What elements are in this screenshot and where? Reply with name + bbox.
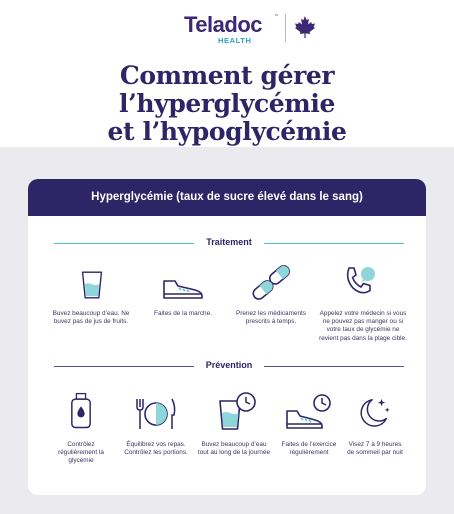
prevention-caption-water: Buvez beaucoup d’eau tout au long de la journée bbox=[197, 441, 271, 457]
glucose-meter-icon bbox=[70, 392, 92, 430]
card-heading: Hyperglycémie (taux de sucre élevé dans le sang) bbox=[28, 179, 426, 216]
prevention-caption-glucose: Contrôlez régulièrement la glycémie bbox=[58, 441, 104, 465]
treatment-caption-doctor: Appelez votre médecin si vous ne pouvez pas manger ou si votre taux de glycémie ne revient pas dans la plage cible. bbox=[319, 310, 407, 342]
prevention-divider-right bbox=[264, 366, 404, 367]
water-clock-icon bbox=[218, 391, 258, 431]
prevention-label: Prévention bbox=[205, 360, 253, 370]
sneaker-clock-icon bbox=[284, 393, 332, 431]
treatment-caption-meds: Prenez les médicaments prescrits à temps. bbox=[236, 310, 306, 326]
sneaker-icon bbox=[161, 277, 205, 301]
logo-wordmark: Teladoc bbox=[184, 12, 263, 37]
treatment-caption-walk: Faites de la marche. bbox=[154, 310, 212, 317]
prevention-caption-meals: Équilibrez vos repas. Contrôlez les portions. bbox=[124, 441, 188, 457]
treatment-divider-right bbox=[264, 243, 404, 244]
prevention-caption-sleep: Visez 7 à 9 heures de sommeil par nuit bbox=[347, 441, 403, 457]
header bbox=[0, 0, 454, 146]
logo-trademark: ™ bbox=[274, 14, 279, 20]
moon-stars-icon bbox=[356, 396, 392, 430]
teladoc-logo[interactable] bbox=[184, 12, 314, 46]
fork-knife-plate-icon bbox=[134, 397, 178, 431]
treatment-divider-left bbox=[54, 243, 194, 244]
logo-subtitle: HEALTH bbox=[218, 36, 252, 45]
hyperglycemia-card bbox=[28, 179, 426, 495]
page-title-line-1: Comment gérer l’hyperglycémie bbox=[119, 61, 335, 118]
prevention-divider-left bbox=[54, 366, 194, 367]
logo-divider bbox=[285, 14, 286, 42]
treatment-label: Traitement bbox=[206, 237, 252, 247]
treatment-caption-water: Buvez beaucoup d’eau. Ne buvez pas de jus de fruits. bbox=[52, 310, 130, 326]
water-glass-icon bbox=[80, 270, 104, 300]
page-title bbox=[10, 62, 444, 146]
page-title-line-2: et l’hypoglycémie bbox=[107, 117, 347, 146]
pills-icon bbox=[251, 265, 291, 301]
maple-leaf-icon bbox=[293, 15, 317, 39]
phone-call-icon bbox=[342, 265, 378, 299]
prevention-caption-exercise: Faites de l’exercice régulièrement bbox=[281, 441, 337, 457]
